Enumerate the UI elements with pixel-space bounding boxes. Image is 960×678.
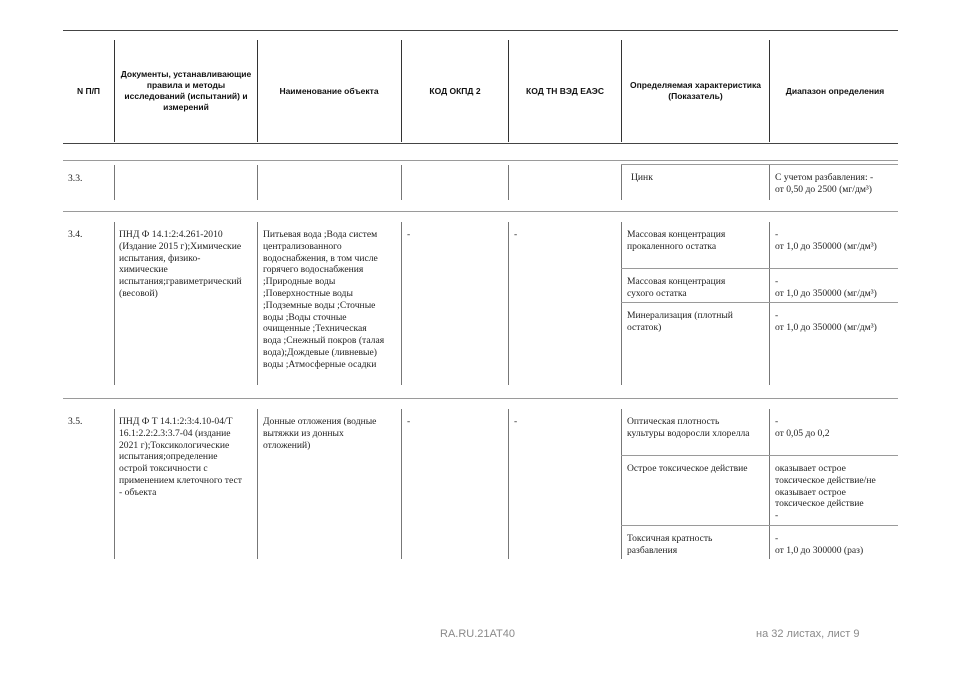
tnved-cell: - xyxy=(514,229,518,240)
row-number: 3.5. xyxy=(68,416,83,427)
page-info: на 32 листах, лист 9 xyxy=(756,628,860,640)
okpd-cell: - xyxy=(407,416,411,427)
object-cell: Донные отложения (водные вытяжки из донных отложений) xyxy=(263,416,377,451)
row-divider xyxy=(114,165,115,200)
row-divider xyxy=(621,409,622,559)
row-top-border xyxy=(63,398,898,399)
range-cell: - от 1,0 до 350000 (мг/дм³) xyxy=(775,310,877,333)
characteristic-cell: Массовая концентрация прокаленного остатка xyxy=(627,229,726,252)
column-header-documents: Документы, устанавливающие правила и методы исследований (испытаний) и измерений xyxy=(120,69,252,112)
header-top-border xyxy=(63,30,898,31)
subcell-border xyxy=(621,164,898,165)
range-cell: - от 0,05 до 0,2 xyxy=(775,416,830,439)
range-cell: - от 1,0 до 350000 (мг/дм³) xyxy=(775,276,877,299)
row-divider xyxy=(769,409,770,559)
row-top-border xyxy=(63,160,898,161)
characteristic-cell: Минерализация (плотный остаток) xyxy=(627,310,733,333)
header-divider xyxy=(114,40,115,142)
row-divider xyxy=(257,165,258,200)
characteristic-cell: Цинк xyxy=(631,172,653,183)
row-divider xyxy=(508,222,509,385)
row-divider xyxy=(508,409,509,559)
row-number: 3.4. xyxy=(68,229,83,240)
range-cell: - от 1,0 до 300000 (раз) xyxy=(775,533,864,556)
header-divider xyxy=(508,40,509,142)
characteristic-cell: Оптическая плотность культуры водоросли хлорелла xyxy=(627,416,750,439)
header-divider xyxy=(257,40,258,142)
characteristic-cell: Токсичная кратность разбавления xyxy=(627,533,713,556)
row-divider xyxy=(621,222,622,385)
row-number: 3.3. xyxy=(68,173,83,184)
document-cell: ПНД Ф Т 14.1:2:3:4.10-04/Т 16.1:2.2:2.3:3.7-04 (издание 2021 г);Токсикологические испытания;определение острой токсичности с применением клеточного тест - объекта xyxy=(119,416,242,498)
row-divider xyxy=(257,409,258,559)
row-divider xyxy=(401,222,402,385)
subcell-border xyxy=(621,268,898,269)
row-divider xyxy=(769,165,770,200)
column-header-okpd: КОД ОКПД 2 xyxy=(429,85,481,96)
header-divider xyxy=(769,40,770,142)
row-divider xyxy=(401,165,402,200)
row-divider xyxy=(257,222,258,385)
header-divider xyxy=(621,40,622,142)
row-divider xyxy=(114,222,115,385)
column-header-range: Диапазон определения xyxy=(785,85,885,96)
object-cell: Питьевая вода ;Вода систем централизованного водоснабжения, в том числе горячего водоснабжения ;Природные воды ;Поверхностные воды ;Подземные воды ;Сточные воды ;Воды сточные очищенные ;Техническая вода ;Снежный покров (талая вода);Дождевые (ливневые) воды ;Атмосферные осадки xyxy=(263,229,385,370)
range-cell: - от 1,0 до 350000 (мг/дм³) xyxy=(775,229,877,252)
header-bottom-border xyxy=(63,143,898,144)
subcell-border xyxy=(621,525,898,526)
characteristic-cell: Массовая концентрация сухого остатка xyxy=(627,276,726,299)
row-divider xyxy=(621,165,622,200)
column-header-tnved: КОД ТН ВЭД ЕАЭС xyxy=(526,85,604,96)
document-cell: ПНД Ф 14.1:2:4.261-2010 (Издание 2015 г);Химические испытания, физико- химические испытания;гравиметрический (весовой) xyxy=(119,229,242,299)
column-header-characteristic: Определяемая характеристика (Показатель) xyxy=(629,80,762,101)
certificate-number: RA.RU.21AT40 xyxy=(440,628,515,640)
characteristic-cell: Острое токсическое действие xyxy=(627,463,748,474)
tnved-cell: - xyxy=(514,416,518,427)
subcell-border xyxy=(621,455,898,456)
column-header-object: Наименование объекта xyxy=(279,85,379,96)
row-divider xyxy=(401,409,402,559)
row-divider xyxy=(769,222,770,385)
range-cell: С учетом разбавления: - от 0,50 до 2500 (мг/дм³) xyxy=(775,172,874,195)
header-divider xyxy=(401,40,402,142)
range-cell: оказывает острое токсическое действие/не оказывает острое токсическое действие - xyxy=(775,463,876,522)
okpd-cell: - xyxy=(407,229,411,240)
subcell-border xyxy=(621,302,898,303)
row-top-border xyxy=(63,211,898,212)
row-divider xyxy=(508,165,509,200)
column-header-number: N П/П xyxy=(76,85,101,96)
row-divider xyxy=(114,409,115,559)
